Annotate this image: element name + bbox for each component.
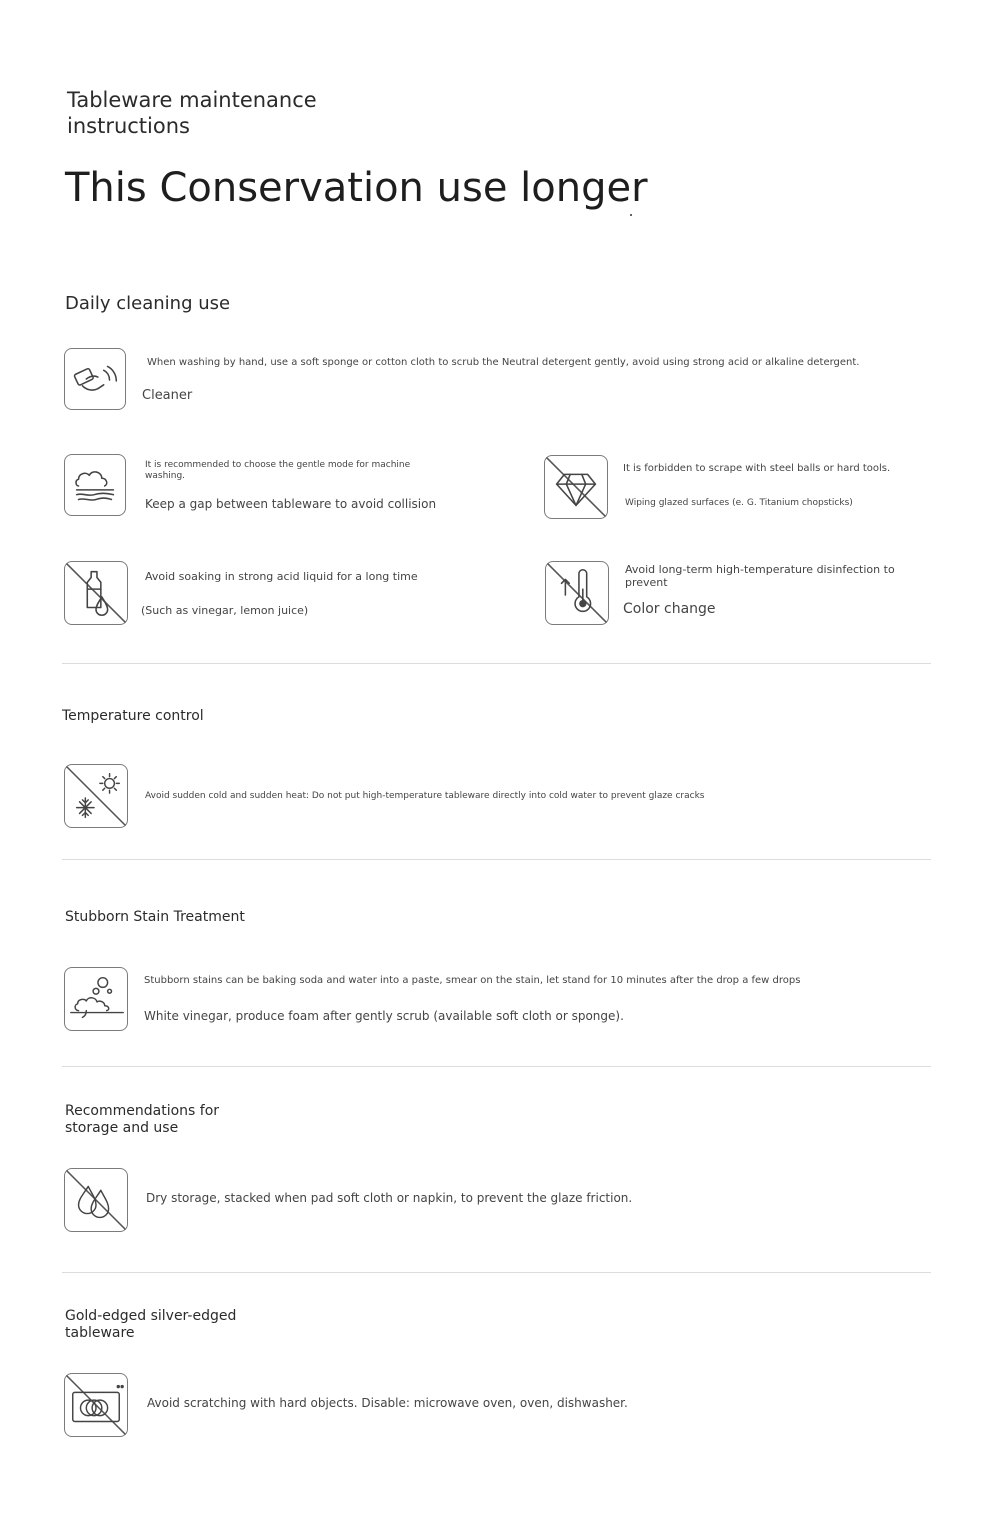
soak-examples: (Such as vinegar, lemon juice) <box>141 604 309 617</box>
section-divider <box>62 663 931 664</box>
color-change-label: Color change <box>623 601 716 617</box>
section-title-temperature-control: Temperature control <box>62 708 204 724</box>
stain-instruction-1: Stubborn stains can be baking soda and water into a paste, smear on the stain, let stand for 10 minutes after the drop a few drops <box>144 975 801 986</box>
foam-bubbles-icon <box>64 967 128 1031</box>
cleaner-label: Cleaner <box>142 388 193 403</box>
gold-edged-instruction: Avoid scratching with hard objects. Disable: microwave oven, oven, dishwasher. <box>147 1396 628 1410</box>
section-title-storage: Recommendations for storage and use <box>65 1103 220 1136</box>
cloud-steam-icon <box>64 454 126 516</box>
decorative-dot <box>630 214 632 216</box>
section-title-stain-treatment: Stubborn Stain Treatment <box>65 909 245 925</box>
diamond-no-icon <box>544 455 608 519</box>
sun-snow-no-icon <box>64 764 128 828</box>
microwave-no-icon <box>64 1373 128 1437</box>
section-title-daily-cleaning: Daily cleaning use <box>65 293 231 314</box>
section-title-gold-edged: Gold-edged silver-edged tableware <box>65 1308 237 1341</box>
section-divider <box>62 1272 931 1273</box>
glazed-surface-note: Wiping glazed surfaces (e. G. Titanium chopsticks) <box>625 498 853 508</box>
section-divider <box>62 1066 931 1067</box>
storage-instruction: Dry storage, stacked when pad soft cloth or napkin, to prevent the glaze friction. <box>146 1191 633 1205</box>
section-divider <box>62 859 931 860</box>
stain-instruction-2: White vinegar, produce foam after gently scrub (available soft cloth or sponge). <box>144 1009 624 1023</box>
hand-wiping-icon <box>64 348 126 410</box>
page-subtitle: Tableware maintenance instructions <box>67 88 317 138</box>
water-drops-no-icon <box>64 1168 128 1232</box>
temperature-warning: Avoid sudden cold and sudden heat: Do not put high-temperature tableware directly into cold water to prevent glaze cracks <box>145 791 705 801</box>
machine-wash-recommendation: It is recommended to choose the gentle mode for machine washing. <box>145 460 411 481</box>
scrape-forbidden-note: It is forbidden to scrape with steel balls or hard tools. <box>623 463 891 474</box>
page-title: This Conservation use longer <box>65 165 648 211</box>
bottle-drop-no-icon <box>64 561 128 625</box>
soak-warning: Avoid soaking in strong acid liquid for a long time <box>145 570 418 583</box>
cleaner-instruction: When washing by hand, use a soft sponge or cotton cloth to scrub the Neutral detergent gently, avoid using strong acid or alkaline detergent. <box>147 357 860 368</box>
disinfection-warning: Avoid long-term high-temperature disinfection to prevent <box>625 563 895 589</box>
machine-wash-gap-note: Keep a gap between tableware to avoid collision <box>145 497 437 511</box>
thermometer-no-icon <box>545 561 609 625</box>
